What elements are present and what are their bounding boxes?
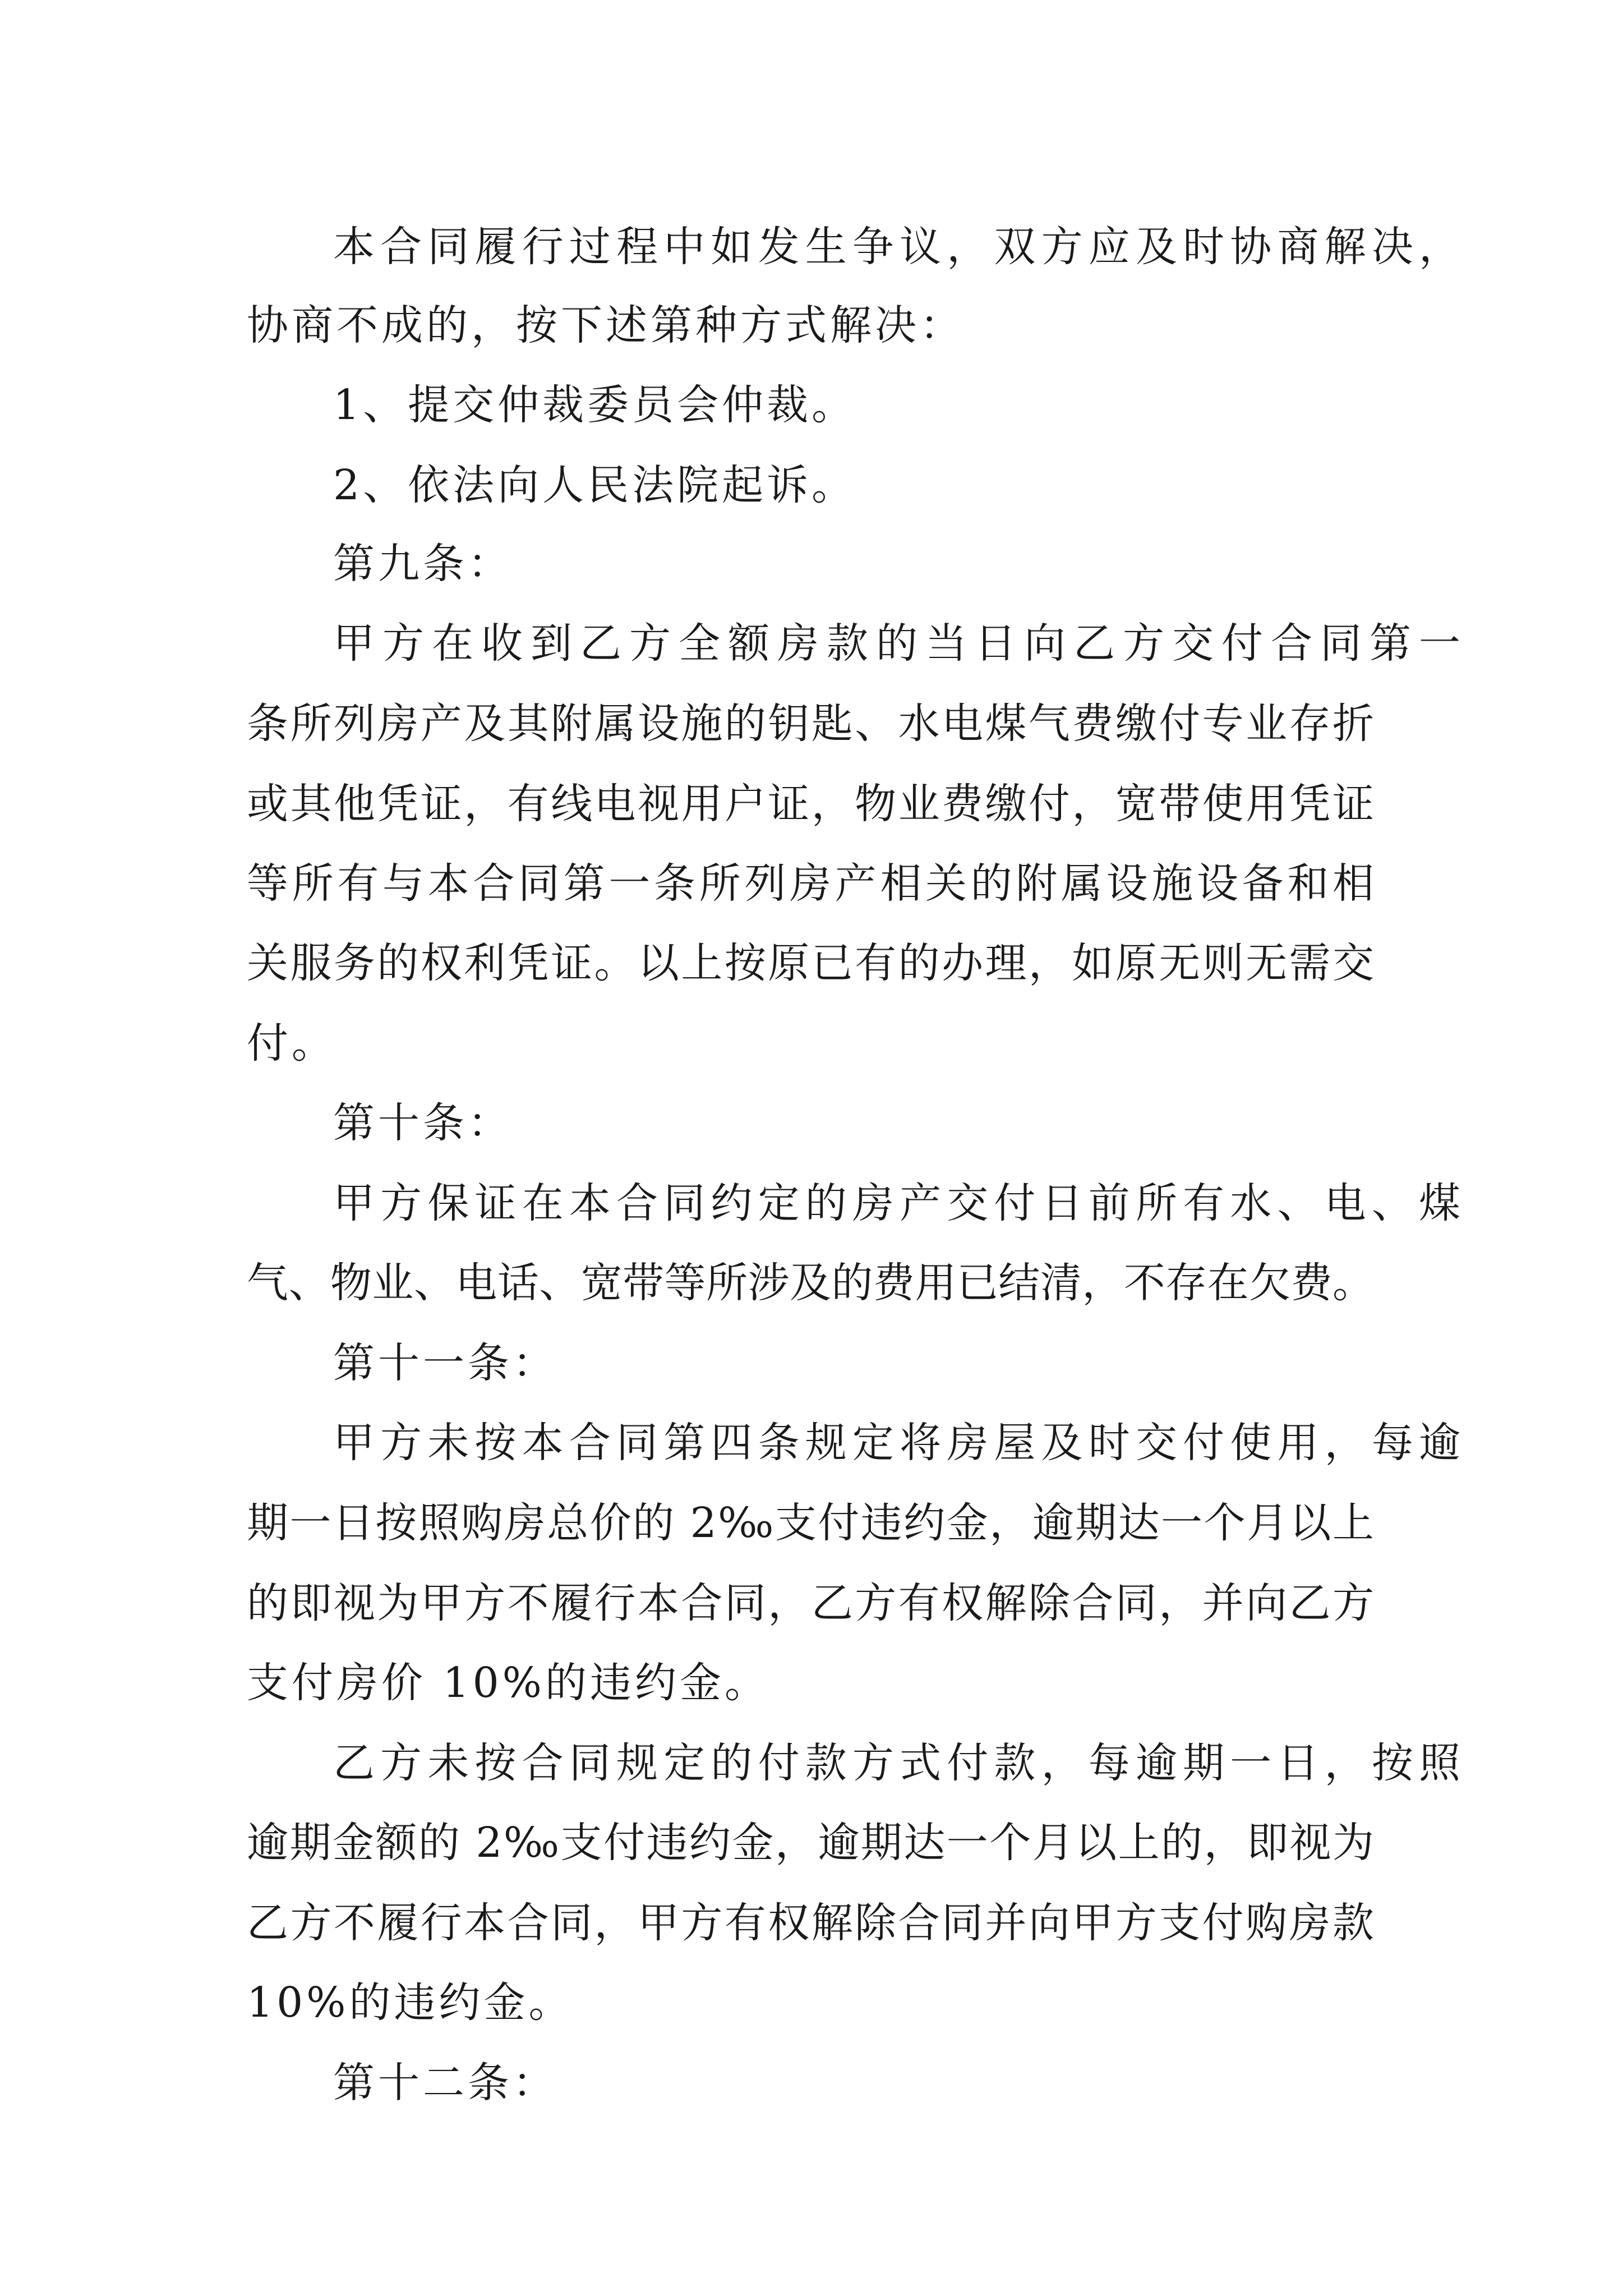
article-heading: 第十条： — [333, 1099, 513, 1147]
paragraph-line: 逾期金额的 2‰支付违约金，逾期达一个月以上的，即视为 — [247, 1819, 1374, 1867]
article-heading: 第九条： — [333, 540, 513, 588]
list-item: 1、提交仲裁委员会仲裁。 — [333, 381, 857, 429]
paragraph-line: 协商不成的，按下述第种方式解决： — [247, 301, 965, 349]
paragraph-line: 期一日按照购房总价的 2‰支付违约金，逾期达一个月以上 — [247, 1499, 1374, 1547]
paragraph-line: 本合同履行过程中如发生争议，双方应及时协商解决， — [333, 223, 1460, 271]
article-heading: 第十一条： — [333, 1339, 557, 1387]
paragraph-line: 付。 — [247, 1019, 336, 1068]
paragraph-line: 条所列房产及其附属设施的钥匙、水电煤气费缴付专业存折 — [247, 700, 1374, 748]
article-heading: 第十二条： — [333, 2059, 557, 2107]
list-item: 2、依法向人民法院起诉。 — [333, 461, 857, 509]
paragraph-line: 气、物业、电话、宽带等所涉及的费用已结清，不存在欠费。 — [247, 1259, 1374, 1307]
paragraph-line: 甲方在收到乙方全额房款的当日向乙方交付合同第一 — [333, 619, 1460, 668]
paragraph-line: 或其他凭证，有线电视用户证，物业费缴付，宽带使用凭证 — [247, 780, 1374, 828]
paragraph-line: 乙方不履行本合同，甲方有权解除合同并向甲方支付购房款 — [247, 1899, 1374, 1947]
paragraph-line: 乙方未按合同规定的付款方式付款，每逾期一日，按照 — [333, 1739, 1460, 1787]
paragraph-line: 甲方保证在本合同约定的房产交付日前所有水、电、煤 — [333, 1179, 1460, 1227]
paragraph-line: 支付房价 10%的违约金。 — [247, 1659, 769, 1707]
paragraph-line: 10%的违约金。 — [247, 1978, 574, 2027]
paragraph-line: 等所有与本合同第一条所列房产相关的附属设施设备和相 — [247, 859, 1374, 908]
paragraph-line: 甲方未按本合同第四条规定将房屋及时交付使用，每逾 — [333, 1419, 1460, 1467]
paragraph-line: 的即视为甲方不履行本合同，乙方有权解除合同，并向乙方 — [247, 1579, 1374, 1627]
paragraph-line: 关服务的权利凭证。以上按原已有的办理，如原无则无需交 — [247, 939, 1374, 987]
